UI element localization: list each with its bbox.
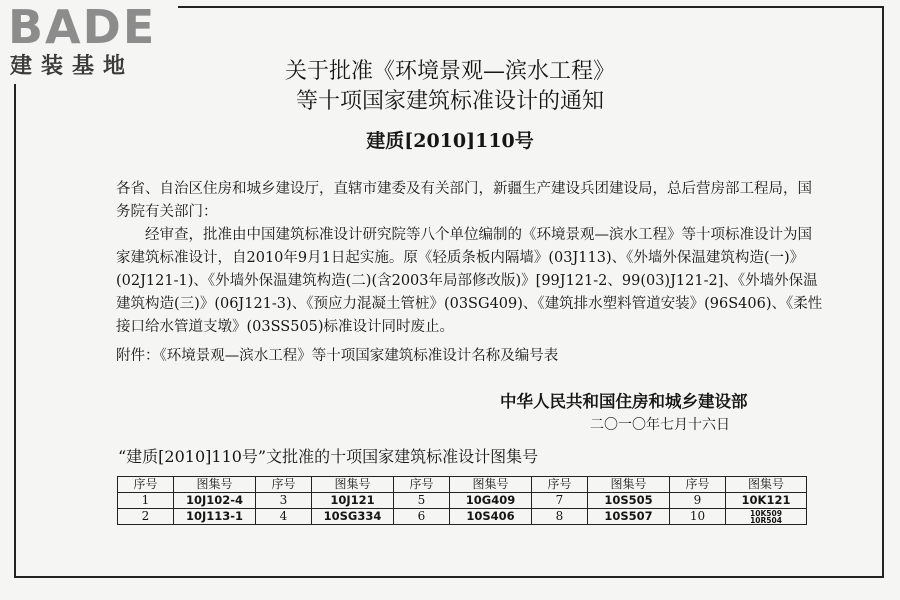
code-cell: 10J121 bbox=[312, 493, 394, 509]
logo-wordmark: BADE bbox=[8, 0, 157, 54]
table-header-row bbox=[118, 477, 807, 493]
notice-title-line2: 等十项国家建筑标准设计的通知 bbox=[295, 89, 604, 114]
header-seq: 序号 bbox=[532, 477, 588, 493]
code-cell: 10S507 bbox=[588, 509, 670, 525]
table-row bbox=[118, 509, 807, 525]
code-cell: 10K121 bbox=[726, 493, 807, 509]
watermark-logo bbox=[6, 2, 178, 84]
seq-cell: 2 bbox=[118, 509, 174, 525]
header-code: 图集号 bbox=[450, 477, 532, 493]
code-cell: 10G409 bbox=[450, 493, 532, 509]
code-cell: 10J113-1 bbox=[174, 509, 256, 525]
stacked-codes bbox=[750, 510, 782, 524]
atlas-table-title: “建质[2010]110号”文批准的十项国家建筑标准设计图集号 bbox=[118, 447, 539, 466]
seq-cell: 3 bbox=[256, 493, 312, 509]
code-cell-stacked bbox=[726, 509, 807, 525]
seq-cell: 9 bbox=[670, 493, 726, 509]
code-cell: 10S505 bbox=[588, 493, 670, 509]
frame-border-top bbox=[178, 6, 884, 8]
document-number: 建质[2010]110号 bbox=[366, 130, 534, 152]
code-top: 10K509 bbox=[750, 508, 782, 518]
header-seq: 序号 bbox=[670, 477, 726, 493]
code-cell: 10SG334 bbox=[312, 509, 394, 525]
header-seq: 序号 bbox=[394, 477, 450, 493]
addressee-paragraph: 各省、自治区住房和城乡建设厅，直辖市建委及有关部门，新疆生产建设兵团建设局，总后营房部工程局，国务院有关部门： bbox=[116, 181, 812, 220]
seq-cell: 8 bbox=[532, 509, 588, 525]
code-cell: 10S406 bbox=[450, 509, 532, 525]
frame-border-right bbox=[882, 6, 884, 578]
issuing-authority: 中华人民共和国住房和城乡建设部 bbox=[500, 392, 748, 411]
header-seq: 序号 bbox=[256, 477, 312, 493]
seq-cell: 10 bbox=[670, 509, 726, 525]
attachment-line: 附件：《环境景观—滨水工程》等十项国家建筑标准设计名称及编号表 bbox=[116, 348, 559, 364]
seq-cell: 5 bbox=[394, 493, 450, 509]
header-code: 图集号 bbox=[312, 477, 394, 493]
frame-border-bottom bbox=[14, 576, 884, 578]
atlas-number-table bbox=[117, 476, 807, 525]
seq-cell: 7 bbox=[532, 493, 588, 509]
header-code: 图集号 bbox=[588, 477, 670, 493]
frame-border-left bbox=[14, 84, 16, 578]
seq-cell: 1 bbox=[118, 493, 174, 509]
issue-date: 二〇一〇年七月十六日 bbox=[590, 417, 730, 433]
header-code: 图集号 bbox=[726, 477, 807, 493]
header-code: 图集号 bbox=[174, 477, 256, 493]
header-seq: 序号 bbox=[118, 477, 174, 493]
approval-paragraph: 经审查，批准由中国建筑标准设计研究院等八个单位编制的《环境景观—滨水工程》等十项标准设计为国家建筑标准设计，自2010年9月1日起实施。原《轻质条板内隔墙》(03J113)、《外墙外保温建筑构造(一)》(02J121-1)、《外墙外保温建筑构造(二)(含2003年局部修改版)》[99J121-2、99(03)J121-2]、《外墙外保温建筑构造(三)》(06J121-3)、《预应力混凝土管桩》(03SG409)、《建筑排水塑料管道安装》(96S406)、《柔性接口给水管道支墩》(03SS505)标准设计同时废止。 bbox=[116, 227, 823, 335]
code-bottom: 10R504 bbox=[750, 515, 782, 525]
seq-cell: 6 bbox=[394, 509, 450, 525]
seq-cell: 4 bbox=[256, 509, 312, 525]
notice-title-line1: 关于批准《环境景观—滨水工程》 bbox=[284, 59, 615, 84]
table-row bbox=[118, 493, 807, 509]
code-cell: 10J102-4 bbox=[174, 493, 256, 509]
logo-subtitle: 建装基地 bbox=[10, 54, 135, 79]
